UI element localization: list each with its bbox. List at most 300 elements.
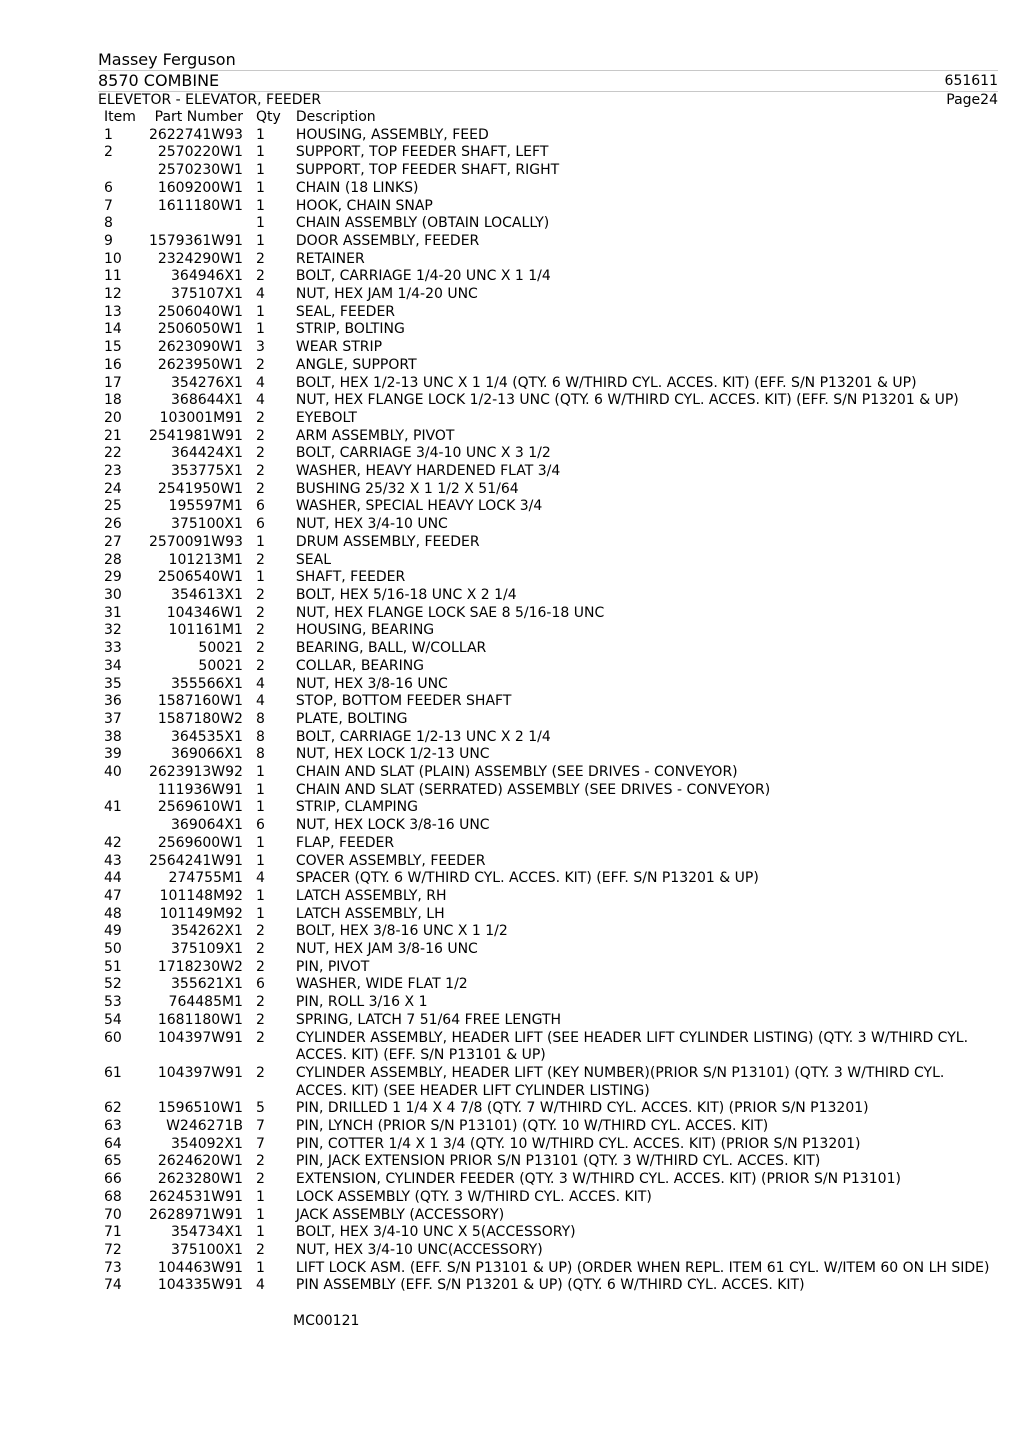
- table-row: [98, 658, 998, 676]
- qty-cell: 1: [255, 533, 265, 550]
- footer-code: MC00121: [293, 1313, 360, 1330]
- table-row: [98, 835, 998, 853]
- description-cell: NUT, HEX 3/4-10 UNC: [295, 516, 448, 533]
- qty-cell: 1: [255, 197, 265, 214]
- description-cell: DRUM ASSEMBLY, FEEDER: [295, 533, 480, 550]
- item-number-cell: 33: [104, 640, 122, 657]
- part-number-cell: 375100X1: [171, 1242, 243, 1258]
- table-row: [98, 286, 998, 304]
- qty-cell: 2: [255, 604, 265, 621]
- item-number-cell: 47: [104, 887, 122, 904]
- part-number-cell: 104397W91: [157, 1029, 243, 1046]
- part-number-cell: 364946X1: [171, 268, 243, 285]
- table-row: [98, 233, 998, 251]
- parts-list-page: [98, 50, 998, 1330]
- table-row: [98, 1100, 998, 1118]
- qty-cell: 2: [255, 480, 265, 497]
- item-number-cell: 31: [104, 604, 122, 621]
- qty-cell: 1: [255, 1206, 265, 1223]
- item-number-cell: 28: [104, 551, 122, 568]
- item-number-cell: 29: [104, 569, 122, 586]
- table-row: [98, 410, 998, 428]
- item-number-cell: 35: [104, 675, 122, 692]
- item-number-cell: [98, 782, 149, 800]
- description-cell: STRIP, BOLTING: [295, 321, 405, 338]
- part-number-cell: 369066X1: [171, 746, 243, 763]
- part-number-cell: 195597M1: [168, 498, 243, 515]
- part-number-cell: 2564241W91: [148, 852, 243, 869]
- table-row: [98, 888, 998, 906]
- table-row: [98, 481, 998, 499]
- qty-cell: 7: [255, 1118, 265, 1135]
- qty-cell: 2: [255, 1064, 265, 1081]
- qty-cell: 6: [255, 976, 265, 993]
- item-number-cell: 36: [104, 693, 122, 710]
- qty-cell: 2: [255, 1242, 265, 1258]
- item-number-cell: [98, 162, 149, 180]
- table-row: [98, 853, 998, 871]
- table-row: [98, 959, 998, 977]
- table-row: [98, 1012, 998, 1030]
- table-row: [98, 676, 998, 694]
- description-cell: CHAIN (18 LINKS): [295, 179, 419, 196]
- item-number-cell: 71: [104, 1224, 122, 1241]
- table-row: [98, 782, 998, 800]
- item-number-cell: 2: [104, 144, 113, 161]
- qty-cell: 1: [255, 126, 265, 143]
- model-title: 8570 COMBINE: [98, 71, 220, 90]
- part-number-cell: 104346W1: [166, 604, 243, 621]
- qty-cell: 1: [255, 764, 265, 781]
- description-cell: HOOK, CHAIN SNAP: [295, 197, 433, 214]
- table-row: [98, 941, 998, 959]
- qty-cell: 2: [255, 1011, 265, 1028]
- description-cell: LATCH ASSEMBLY, LH: [295, 905, 445, 922]
- description-cell: NUT, HEX JAM 1/4-20 UNC: [295, 286, 478, 303]
- description-cell: LOCK ASSEMBLY (QTY. 3 W/THIRD CYL. ACCES. KIT): [295, 1188, 652, 1205]
- description-cell: NUT, HEX 3/8-16 UNC: [295, 675, 448, 692]
- table-row: [98, 817, 998, 835]
- description-cell: WASHER, WIDE FLAT 1/2: [295, 976, 468, 993]
- description-cell: NUT, HEX FLANGE LOCK 1/2-13 UNC (QTY. 6 W/THIRD CYL. ACCES. KIT) (EFF. S/N P13201 & UP): [295, 392, 959, 409]
- part-number-cell: 2541981W91: [148, 427, 243, 444]
- table-row: [98, 375, 998, 393]
- part-number-cell: 1579361W91: [148, 232, 243, 249]
- item-number-cell: 72: [104, 1242, 122, 1258]
- part-number-cell: 375109X1: [171, 941, 243, 958]
- item-number-cell: 68: [104, 1188, 122, 1205]
- description-cell: BOLT, CARRIAGE 3/4-10 UNC X 3 1/2: [295, 445, 551, 462]
- description-cell: NUT, HEX LOCK 3/8-16 UNC: [295, 817, 490, 834]
- qty-cell: 8: [255, 746, 265, 763]
- table-row: [98, 498, 998, 516]
- description-cell: SUPPORT, TOP FEEDER SHAFT, RIGHT: [295, 162, 560, 179]
- description-cell: WEAR STRIP: [295, 339, 383, 356]
- item-number-cell: 32: [104, 622, 122, 639]
- description-cell: PIN, JACK EXTENSION PRIOR S/N P13101 (QTY. 3 W/THIRD CYL. ACCES. KIT): [295, 1153, 821, 1170]
- qty-cell: 1: [255, 1259, 265, 1276]
- part-number-cell: 2506050W1: [157, 321, 243, 338]
- part-number-cell: 104397W91: [157, 1064, 243, 1081]
- item-number-cell: 13: [104, 303, 122, 320]
- table-row: [98, 729, 998, 747]
- qty-cell: 1: [255, 852, 265, 869]
- description-cell: STOP, BOTTOM FEEDER SHAFT: [295, 693, 512, 710]
- part-number-cell: 2506040W1: [157, 303, 243, 320]
- qty-cell: 1: [255, 834, 265, 851]
- table-row: [98, 445, 998, 463]
- qty-cell: 2: [255, 1171, 265, 1188]
- description-cell: CYLINDER ASSEMBLY, HEADER LIFT (KEY NUMBER)(PRIOR S/N P13101) (QTY. 3 W/THIRD CYL. ACCES. KIT) (SEE HEADER LIFT CYLINDER LISTING): [295, 1064, 945, 1099]
- item-number-cell: 73: [104, 1259, 122, 1276]
- description-cell: BOLT, CARRIAGE 1/4-20 UNC X 1 1/4: [295, 268, 551, 285]
- qty-cell: 1: [255, 179, 265, 196]
- table-row: [98, 906, 998, 924]
- part-number-cell: 2541950W1: [157, 480, 243, 497]
- table-row: [98, 304, 998, 322]
- table-row: [98, 693, 998, 711]
- description-cell: PIN, PIVOT: [295, 958, 370, 975]
- description-cell: BOLT, CARRIAGE 1/2-13 UNC X 2 1/4: [295, 728, 551, 745]
- part-number-cell: 2623280W1: [157, 1171, 243, 1188]
- part-number-cell: 2623950W1: [157, 356, 243, 373]
- part-number-cell: 764485M1: [168, 994, 243, 1011]
- description-cell: BEARING, BALL, W/COLLAR: [295, 640, 487, 657]
- qty-cell: 5: [255, 1100, 265, 1117]
- item-number-cell: 6: [104, 179, 113, 196]
- table-row: [98, 587, 998, 605]
- item-number-cell: 50: [104, 941, 122, 958]
- part-number-cell: 369064X1: [171, 817, 243, 834]
- qty-cell: 2: [255, 445, 265, 462]
- table-row: [98, 1118, 998, 1136]
- part-number-cell: 50021: [198, 640, 243, 657]
- table-row: [98, 1277, 998, 1295]
- qty-cell: 2: [255, 586, 265, 603]
- part-number-cell: [149, 215, 243, 233]
- qty-cell: 1: [255, 215, 265, 232]
- part-number-cell: 2624531W91: [148, 1188, 243, 1205]
- table-row: [98, 321, 998, 339]
- table-row: [98, 127, 998, 145]
- part-number-cell: 104335W91: [157, 1277, 243, 1294]
- item-number-cell: 49: [104, 923, 122, 940]
- description-cell: RETAINER: [295, 250, 365, 267]
- table-row: [98, 622, 998, 640]
- item-number-cell: 24: [104, 480, 122, 497]
- section-row: [98, 92, 998, 109]
- table-row: [98, 215, 998, 233]
- description-cell: CHAIN AND SLAT (PLAIN) ASSEMBLY (SEE DRIVES - CONVEYOR): [295, 764, 738, 781]
- description-cell: BOLT, HEX 1/2-13 UNC X 1 1/4 (QTY. 6 W/THIRD CYL. ACCES. KIT) (EFF. S/N P13201 & UP): [295, 374, 917, 391]
- part-number-cell: 354092X1: [171, 1135, 243, 1152]
- item-number-cell: [98, 817, 149, 835]
- description-cell: COVER ASSEMBLY, FEEDER: [295, 852, 486, 869]
- description-cell: CHAIN AND SLAT (SERRATED) ASSEMBLY (SEE DRIVES - CONVEYOR): [295, 781, 771, 798]
- table-row: [98, 1171, 998, 1189]
- description-cell: BOLT, HEX 5/16-18 UNC X 2 1/4: [295, 586, 517, 603]
- table-row: [98, 640, 998, 658]
- table-row: [98, 870, 998, 888]
- item-number-cell: 63: [104, 1118, 122, 1135]
- item-number-cell: 52: [104, 976, 122, 993]
- part-number-cell: 354613X1: [171, 586, 243, 603]
- table-row: [98, 392, 998, 410]
- item-number-cell: 30: [104, 586, 122, 603]
- qty-cell: 4: [255, 870, 265, 887]
- description-cell: CYLINDER ASSEMBLY, HEADER LIFT (SEE HEADER LIFT CYLINDER LISTING) (QTY. 3 W/THIRD CYL. ACCES. KIT) (EFF. S/N P13101 & UP): [295, 1029, 969, 1064]
- table-row: [98, 552, 998, 570]
- part-number-cell: 353775X1: [171, 463, 243, 480]
- table-row: [98, 605, 998, 623]
- part-number-cell: 2628971W91: [148, 1206, 243, 1223]
- part-number-cell: 2622741W93: [148, 126, 243, 143]
- item-number-cell: 1: [104, 126, 113, 143]
- item-number-cell: 65: [104, 1153, 122, 1170]
- qty-cell: 3: [255, 339, 265, 356]
- description-cell: JACK ASSEMBLY (ACCESSORY): [295, 1206, 505, 1223]
- qty-cell: 1: [255, 321, 265, 338]
- part-number-cell: 101161M1: [168, 622, 243, 639]
- qty-cell: 2: [255, 994, 265, 1011]
- table-row: [98, 463, 998, 481]
- qty-cell: 1: [255, 232, 265, 249]
- page-number: Page24: [946, 92, 998, 108]
- qty-cell: 8: [255, 710, 265, 727]
- table-row: [98, 251, 998, 269]
- table-row: [98, 1136, 998, 1154]
- qty-cell: 6: [255, 498, 265, 515]
- item-number-cell: 38: [104, 728, 122, 745]
- part-number-cell: 101213M1: [168, 551, 243, 568]
- column-header-part-number: Part Number: [154, 109, 243, 125]
- part-number-cell: W246271B: [166, 1118, 243, 1135]
- table-row: [98, 1242, 998, 1260]
- part-number-cell: 2570230W1: [157, 162, 243, 179]
- qty-cell: 8: [255, 728, 265, 745]
- description-cell: PIN, ROLL 3/16 X 1: [295, 994, 428, 1011]
- description-cell: HOUSING, BEARING: [295, 622, 435, 639]
- table-row: [98, 923, 998, 941]
- part-number-cell: 355566X1: [171, 675, 243, 692]
- table-row: [98, 1189, 998, 1207]
- description-cell: LATCH ASSEMBLY, RH: [295, 887, 447, 904]
- item-number-cell: 8: [104, 215, 113, 232]
- table-row: [98, 198, 998, 216]
- description-cell: PIN, DRILLED 1 1/4 X 4 7/8 (QTY. 7 W/THIRD CYL. ACCES. KIT) (PRIOR S/N P13201): [295, 1100, 869, 1117]
- qty-cell: 4: [255, 675, 265, 692]
- qty-cell: 4: [255, 392, 265, 409]
- description-cell: WASHER, HEAVY HARDENED FLAT 3/4: [295, 463, 561, 480]
- part-number-cell: 1681180W1: [157, 1011, 243, 1028]
- item-number-cell: 48: [104, 905, 122, 922]
- table-row: [98, 746, 998, 764]
- qty-cell: 1: [255, 162, 265, 179]
- part-number-cell: 274755M1: [168, 870, 243, 887]
- part-number-cell: 2569610W1: [157, 799, 243, 816]
- description-cell: NUT, HEX LOCK 1/2-13 UNC: [295, 746, 490, 763]
- description-cell: STRIP, CLAMPING: [295, 799, 418, 816]
- part-number-cell: 103001M91: [159, 409, 243, 426]
- part-number-cell: 2324290W1: [157, 250, 243, 267]
- part-number-cell: 111936W91: [157, 781, 243, 798]
- qty-cell: 1: [255, 799, 265, 816]
- item-number-cell: 7: [104, 197, 113, 214]
- qty-cell: 4: [255, 374, 265, 391]
- qty-cell: 1: [255, 1188, 265, 1205]
- item-number-cell: 25: [104, 498, 122, 515]
- item-number-cell: 40: [104, 764, 122, 781]
- table-row: [98, 428, 998, 446]
- table-row: [98, 1030, 998, 1065]
- part-number-cell: 104463W91: [157, 1259, 243, 1276]
- part-number-cell: 375107X1: [171, 286, 243, 303]
- item-number-cell: 43: [104, 852, 122, 869]
- qty-cell: 2: [255, 657, 265, 674]
- qty-cell: 2: [255, 1029, 265, 1046]
- item-number-cell: 54: [104, 1011, 122, 1028]
- table-row: [98, 339, 998, 357]
- item-number-cell: 14: [104, 321, 122, 338]
- description-cell: DOOR ASSEMBLY, FEEDER: [295, 232, 480, 249]
- qty-cell: 2: [255, 622, 265, 639]
- part-number-cell: 50021: [198, 657, 243, 674]
- table-row: [98, 976, 998, 994]
- part-number-cell: 368644X1: [171, 392, 243, 409]
- table-row: [98, 180, 998, 198]
- qty-cell: 2: [255, 463, 265, 480]
- table-row: [98, 357, 998, 375]
- part-number-cell: 364424X1: [171, 445, 243, 462]
- table-row: [98, 711, 998, 729]
- item-number-cell: 26: [104, 516, 122, 533]
- description-cell: HOUSING, ASSEMBLY, FEED: [295, 126, 489, 143]
- qty-cell: 2: [255, 923, 265, 940]
- part-number-cell: 364535X1: [171, 728, 243, 745]
- item-number-cell: 42: [104, 834, 122, 851]
- table-row: [98, 1224, 998, 1242]
- item-number-cell: 37: [104, 710, 122, 727]
- parts-table: [98, 109, 998, 1295]
- part-number-cell: 2506540W1: [157, 569, 243, 586]
- column-header-item: Item: [104, 109, 136, 125]
- qty-cell: 6: [255, 817, 265, 834]
- item-number-cell: 41: [104, 799, 122, 816]
- part-number-cell: 375100X1: [171, 516, 243, 533]
- qty-cell: 1: [255, 303, 265, 320]
- item-number-cell: 64: [104, 1135, 122, 1152]
- qty-cell: 2: [255, 268, 265, 285]
- description-cell: SUPPORT, TOP FEEDER SHAFT, LEFT: [295, 144, 549, 161]
- column-header-qty: Qty: [255, 109, 281, 125]
- description-cell: BUSHING 25/32 X 1 1/2 X 51/64: [295, 480, 519, 497]
- table-row: [98, 516, 998, 534]
- description-cell: WASHER, SPECIAL HEAVY LOCK 3/4: [295, 498, 543, 515]
- description-cell: SPACER (QTY. 6 W/THIRD CYL. ACCES. KIT) (EFF. S/N P13201 & UP): [295, 870, 759, 887]
- qty-cell: 2: [255, 941, 265, 958]
- part-number-cell: 2623913W92: [148, 764, 243, 781]
- qty-cell: 1: [255, 887, 265, 904]
- item-number-cell: 61: [104, 1064, 122, 1081]
- item-number-cell: 18: [104, 392, 122, 409]
- qty-cell: 4: [255, 693, 265, 710]
- item-number-cell: 51: [104, 958, 122, 975]
- table-row: [98, 1260, 998, 1278]
- table-row: [98, 569, 998, 587]
- qty-cell: 2: [255, 551, 265, 568]
- item-number-cell: 62: [104, 1100, 122, 1117]
- qty-cell: 1: [255, 781, 265, 798]
- item-number-cell: 12: [104, 286, 122, 303]
- item-number-cell: 27: [104, 533, 122, 550]
- qty-cell: 6: [255, 516, 265, 533]
- part-number-cell: 354262X1: [171, 923, 243, 940]
- model-row: [98, 71, 998, 92]
- description-cell: NUT, HEX JAM 3/8-16 UNC: [295, 941, 478, 958]
- item-number-cell: 21: [104, 427, 122, 444]
- table-row: [98, 162, 998, 180]
- item-number-cell: 11: [104, 268, 122, 285]
- item-number-cell: 20: [104, 409, 122, 426]
- table-row: [98, 764, 998, 782]
- part-number-cell: 1587180W2: [157, 710, 243, 727]
- description-cell: PIN ASSEMBLY (EFF. S/N P13201 & UP) (QTY. 6 W/THIRD CYL. ACCES. KIT): [295, 1277, 805, 1294]
- part-number-cell: 1587160W1: [157, 693, 243, 710]
- item-number-cell: 66: [104, 1171, 122, 1188]
- part-number-cell: 101149M92: [159, 905, 243, 922]
- description-cell: SHAFT, FEEDER: [295, 569, 406, 586]
- item-number-cell: 15: [104, 339, 122, 356]
- qty-cell: 1: [255, 905, 265, 922]
- document-number: 651611: [944, 73, 998, 89]
- part-number-cell: 354276X1: [171, 374, 243, 391]
- part-number-cell: 101148M92: [159, 887, 243, 904]
- description-cell: SEAL: [295, 551, 332, 568]
- item-number-cell: 53: [104, 994, 122, 1011]
- qty-cell: 2: [255, 356, 265, 373]
- table-row: [98, 1065, 998, 1100]
- brand-name: Massey Ferguson: [98, 50, 998, 71]
- qty-cell: 7: [255, 1135, 265, 1152]
- description-cell: NUT, HEX FLANGE LOCK SAE 8 5/16-18 UNC: [295, 604, 605, 621]
- qty-cell: 4: [255, 286, 265, 303]
- part-number-cell: 2570091W93: [148, 533, 243, 550]
- part-number-cell: 1611180W1: [157, 197, 243, 214]
- description-cell: ARM ASSEMBLY, PIVOT: [295, 427, 455, 444]
- table-row: [98, 1207, 998, 1225]
- item-number-cell: 60: [104, 1029, 122, 1046]
- table-row: [98, 994, 998, 1012]
- qty-cell: 1: [255, 144, 265, 161]
- description-cell: EXTENSION, CYLINDER FEEDER (QTY. 3 W/THIRD CYL. ACCES. KIT) (PRIOR S/N P13101): [295, 1171, 901, 1188]
- part-number-cell: 2624620W1: [157, 1153, 243, 1170]
- qty-cell: 2: [255, 958, 265, 975]
- qty-cell: 1: [255, 1224, 265, 1241]
- qty-cell: 1: [255, 569, 265, 586]
- description-cell: SEAL, FEEDER: [295, 303, 396, 320]
- table-row: [98, 144, 998, 162]
- parts-table-body: [98, 127, 998, 1295]
- item-number-cell: 44: [104, 870, 122, 887]
- part-number-cell: 1596510W1: [157, 1100, 243, 1117]
- description-cell: CHAIN ASSEMBLY (OBTAIN LOCALLY): [295, 215, 550, 232]
- part-number-cell: 2570220W1: [157, 144, 243, 161]
- description-cell: SPRING, LATCH 7 51/64 FREE LENGTH: [295, 1011, 562, 1028]
- table-row: [98, 799, 998, 817]
- part-number-cell: 2569600W1: [157, 834, 243, 851]
- table-row: [98, 534, 998, 552]
- description-cell: PIN, LYNCH (PRIOR S/N P13101) (QTY. 10 W/THIRD CYL. ACCES. KIT): [295, 1118, 769, 1135]
